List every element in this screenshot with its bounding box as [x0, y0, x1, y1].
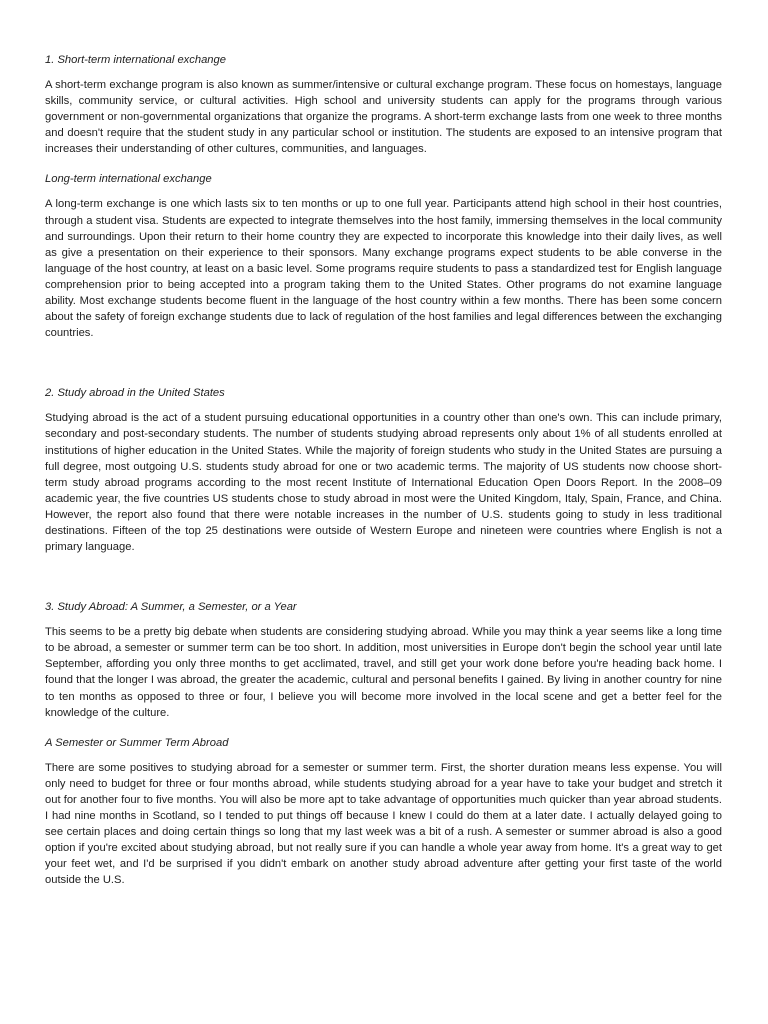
- section-heading-summer-semester-year: 3. Study Abroad: A Summer, a Semester, or a Year: [45, 601, 297, 614]
- document-page: [45, 52, 722, 902]
- section-paragraph-long-term: A long-term exchange is one which lasts six to ten months or up to one full year. Participants attend high school in their host countries, through a student visa. Students are expected to integrate themselves into the host family, immersing themselves in the local community and surroundings. Upon their return to their home country they are expected to incorporate this knowledge into their daily lives, as well as give a presentation on their experience to their sponsors. Many exchange programs expect students to be able converse in the language of the host country, at least on a basic level. Some programs require students to pass a standardized test for English language comprehension prior to being accepted into a program taking them to the United States. Other programs do not examine language ability. Most exchange students become fluent in the language of the host country within a few months. There has been some concern about the safety of foreign exchange students due to lack of regulation of the host families and legal differences between the exchanging countries.: [45, 198, 722, 340]
- section-heading-study-abroad-us: 2. Study abroad in the United States: [45, 387, 225, 400]
- section-paragraph-study-abroad-us: Studying abroad is the act of a student pursuing educational opportunities in a country other than one's own. This can include primary, secondary and post-secondary students. The number of students studying abroad represents only about 1% of all students enrolled at institutions of higher education in the United States. While the majority of foreign students who study in the United States are pursuing a full degree, most outgoing U.S. students study abroad for one or two academic terms. The majority of US students now choose short-term study abroad programs according to the most recent Institute of International Education Open Doors Report. In the 2008–09 academic year, the five countries US students chose to study abroad in most were the United Kingdom, Italy, Spain, France, and China. However, the report also found that there were notable increases in the number of U.S. students going to study in less traditional destinations. Fifteen of the top 25 destinations were outside of Western Europe and nineteen were countries where English is not a primary language.: [45, 412, 722, 554]
- section-heading-short-term: 1. Short-term international exchange: [45, 54, 226, 66]
- section-paragraph-summer-semester-year: This seems to be a pretty big debate when students are considering studying abroad. While you may think a year seems like a long time to be abroad, a semester or summer term can be too short. In addition, most universities in Europe don't begin the school year until late September, affording you only three months to get acclimated, travel, and still get your work done before you're heading back home. I found that the longer I was abroad, the greater the academic, cultural and personal benefits I gained. By living in another country for nine to ten months as opposed to three or four, I believe you will become more involved in the local scene and get a better feel for the knowledge of the culture.: [45, 626, 722, 719]
- section-heading-long-term: Long-term international exchange: [45, 173, 212, 186]
- section-spacer: [45, 355, 722, 385]
- section-heading-semester-summer-term: A Semester or Summer Term Abroad: [45, 736, 229, 749]
- section-spacer: [45, 569, 722, 599]
- section-paragraph-short-term: A short-term exchange program is also known as summer/intensive or cultural exchange program. These focus on homestays, language skills, community service, or cultural activities. High school and university students can apply for the programs through various government or non-governmental organizations that organize the programs. A short-term exchange lasts from one week to three months and doesn't require that the student study in any particular school or institution. The students are exposed to an intensive program that increases their understanding of other cultures, communities, and languages.: [45, 79, 722, 156]
- section-paragraph-semester-summer-term: There are some positives to studying abroad for a semester or summer term. First, the shorter duration means less expense. You will only need to budget for three or four months abroad, while students studying abroad for a year have to take your budget and stretch it out for another four to five months. You will also be more apt to take advantage of opportunities much quicker than year abroad students. I had nine months in Scotland, so I tended to put things off because I knew I could do them at a later date. I actually delayed going to see certain places and doing certain things so long that my last week was a bit of a rush. A semester or summer abroad is also a good option if you're excited about studying abroad, but not really sure if you can handle a whole year away from home. It's a great way to get your feet wet, and I'd be surprised if you didn't embark on another study abroad adventure after getting your first taste of the world outside the U.S.: [45, 761, 722, 887]
